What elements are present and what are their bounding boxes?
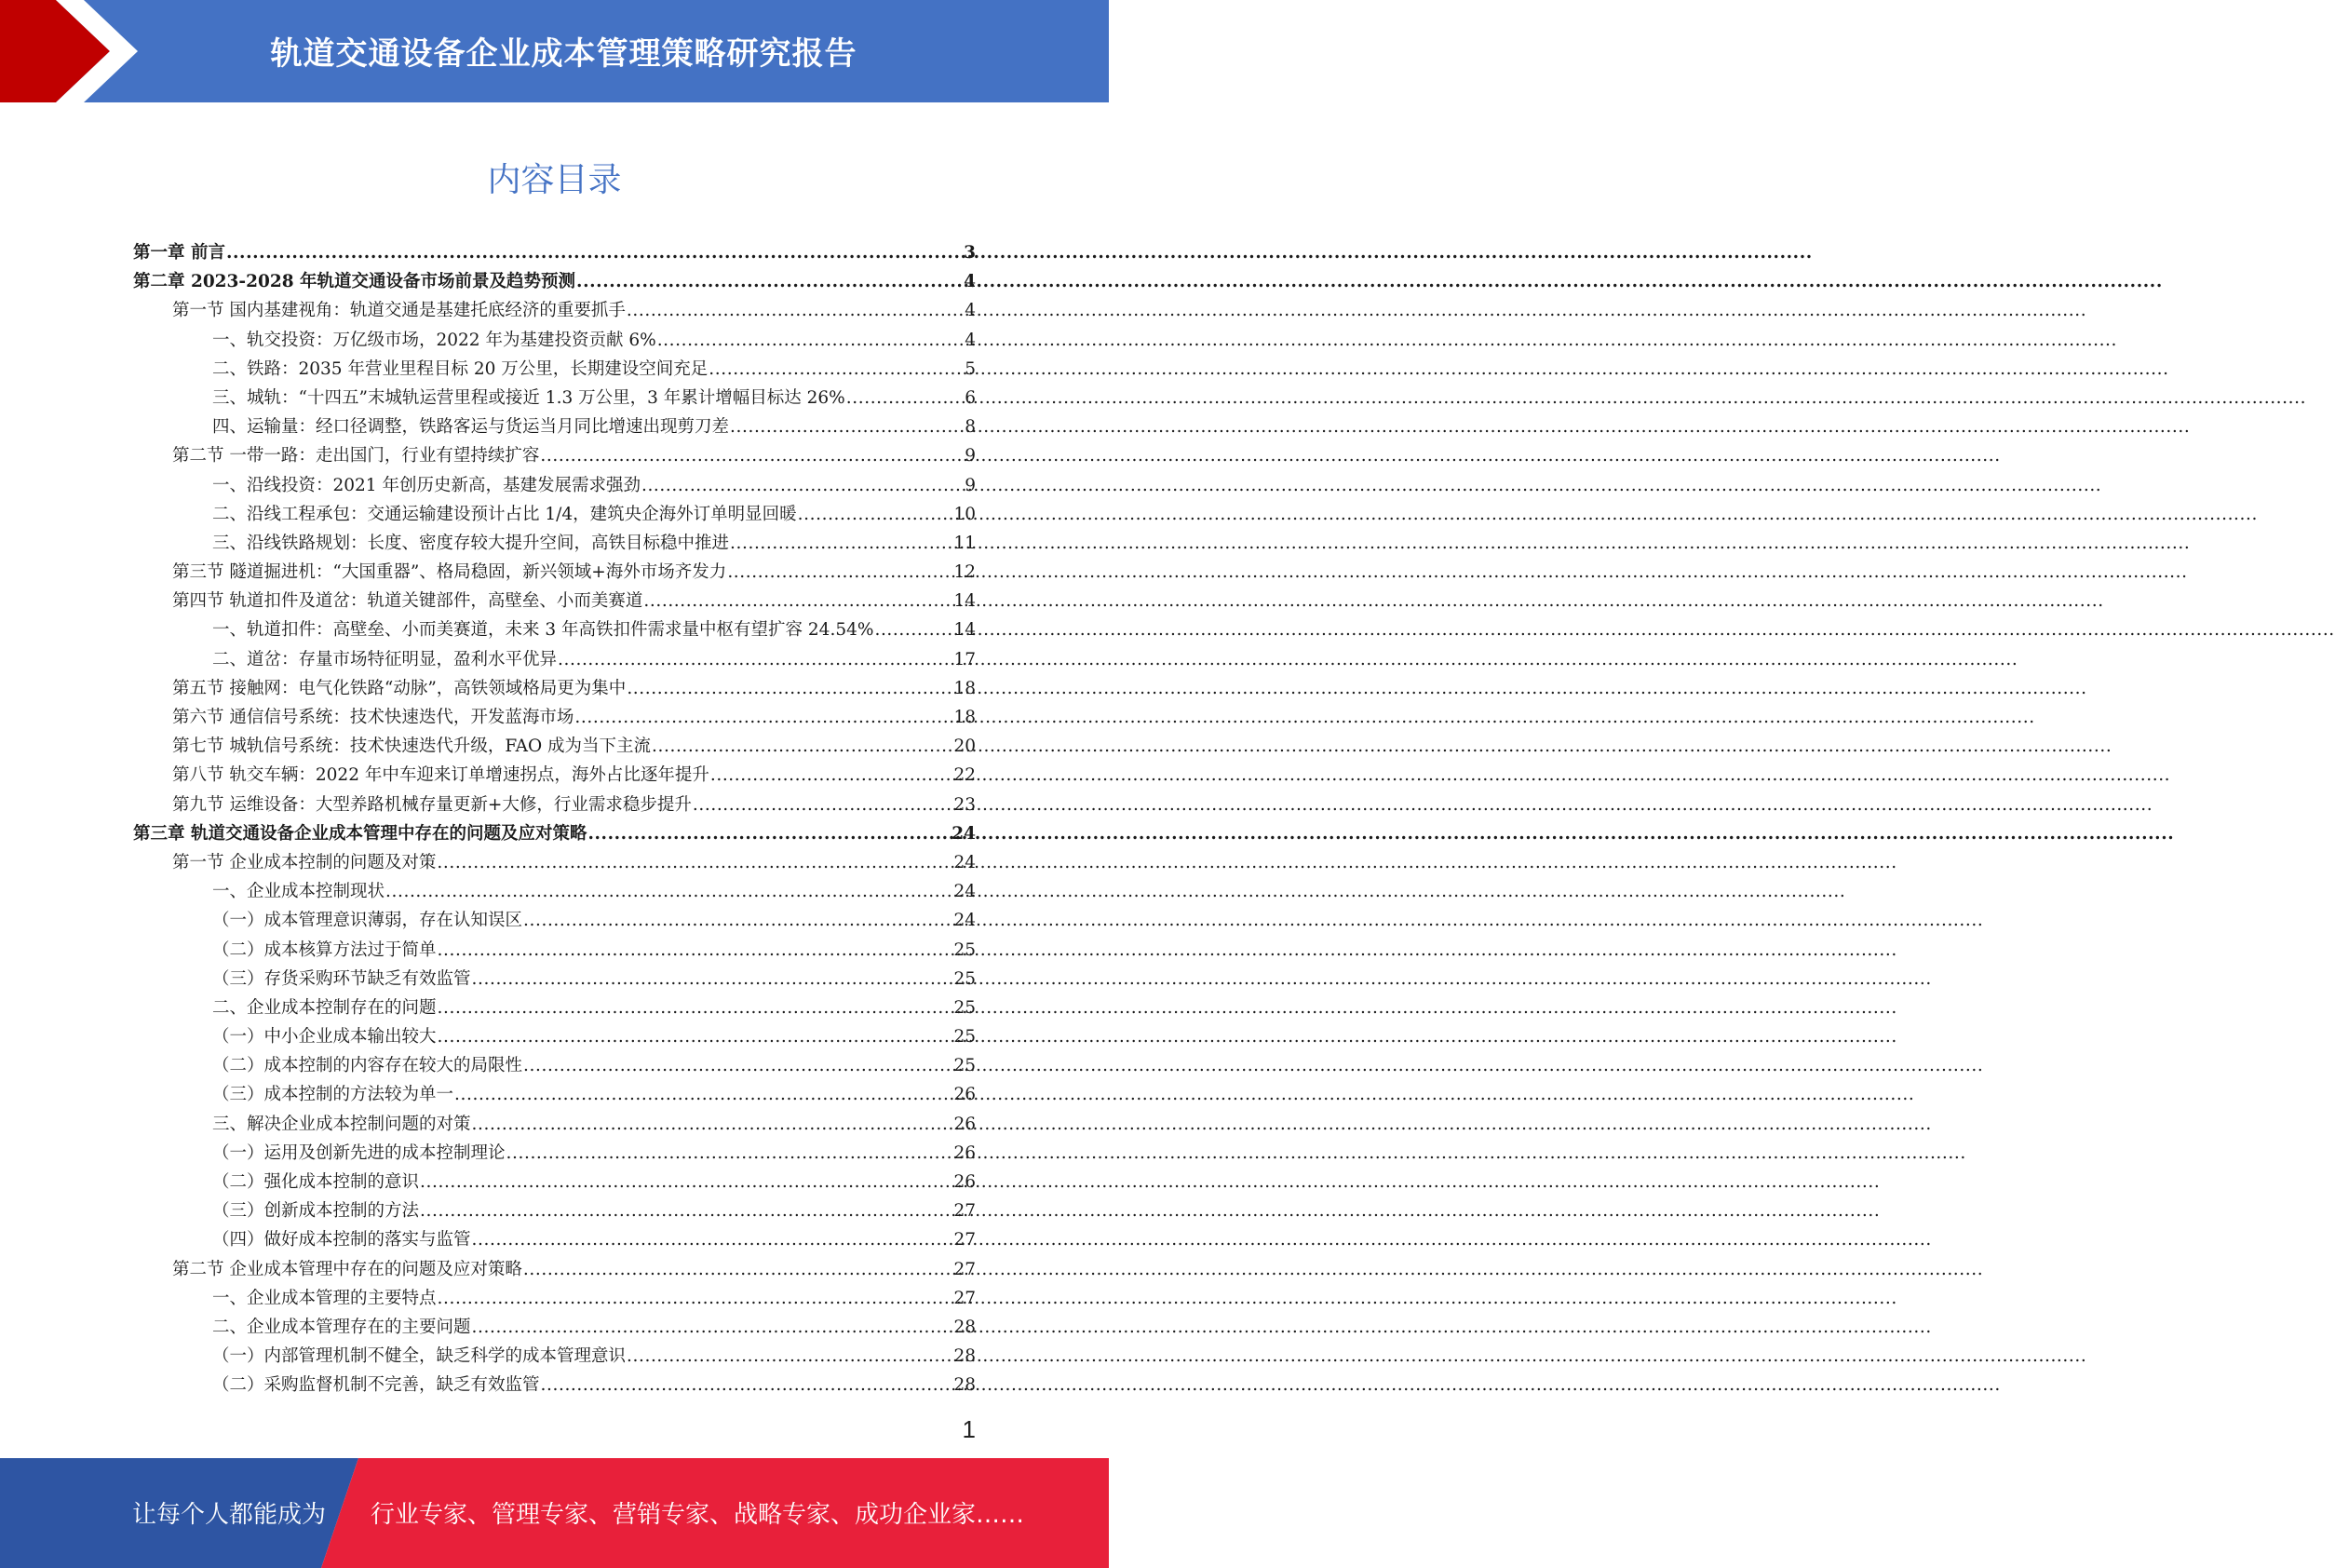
toc-dot-leader <box>523 906 952 935</box>
toc-dot-leader <box>541 1371 953 1399</box>
toc-entry-title: 第七节 城轨信号系统：技术快速迭代升级，FAO 成为当下主流 <box>172 737 652 757</box>
toc-entry-title: （三）成本控制的方法较为单一 <box>212 1085 454 1105</box>
toc-dot-leader <box>627 674 952 703</box>
toc-dot-leader <box>652 732 952 761</box>
toc-entry-page: 18 <box>953 678 976 698</box>
toc-dot-leader <box>506 1139 953 1168</box>
toc-entry[interactable] <box>133 355 976 384</box>
footer-band <box>0 1458 1109 1568</box>
toc-entry-title: 第八节 轨交车辆：2022 年中车迎来订单增速拐点，海外占比逐年提升 <box>172 765 709 786</box>
toc-entry-page: 26 <box>953 1085 976 1105</box>
toc-entry-page: 26 <box>953 1142 976 1163</box>
toc-dot-leader <box>576 267 963 296</box>
toc-entry-title: 第五节 接触网：电气化铁路“动脉”，高铁领域格局更为集中 <box>172 678 627 698</box>
toc-entry-page: 27 <box>953 1259 976 1279</box>
toc-entry-page: 22 <box>953 765 976 786</box>
toc-entry-title: 第二节 企业成本管理中存在的问题及应对策略 <box>172 1259 522 1279</box>
report-title: 轨道交通设备企业成本管理策略研究报告 <box>270 35 857 73</box>
toc-entry-title: 二、企业成本控制存在的问题 <box>212 997 437 1018</box>
toc-entry[interactable] <box>133 441 976 470</box>
toc-entry[interactable] <box>133 674 976 703</box>
toc-dot-leader <box>438 1284 953 1313</box>
toc-entry[interactable] <box>133 761 976 790</box>
toc-entry[interactable] <box>133 1110 976 1139</box>
table-of-contents <box>133 238 976 1400</box>
toc-entry[interactable] <box>133 906 976 935</box>
footer-slogan-right: 行业专家、管理专家、营销专家、战略专家、成功企业家…… <box>371 1501 1025 1529</box>
toc-entry-title: 三、解决企业成本控制问题的对策 <box>212 1114 471 1134</box>
toc-dot-leader <box>710 761 953 790</box>
toc-dot-leader <box>730 412 964 441</box>
toc-entry-page: 25 <box>953 968 976 989</box>
toc-entry-page: 18 <box>953 708 976 727</box>
toc-entry-title: （二）采购监督机制不完善，缺乏有效监管 <box>212 1375 540 1396</box>
toc-entry-title: 一、轨交投资：万亿级市场，2022 年为基建投资贡献 6% <box>212 330 656 350</box>
toc-entry[interactable] <box>133 558 976 587</box>
toc-entry-page: 5 <box>965 358 976 379</box>
toc-dot-leader <box>472 1313 953 1342</box>
toc-heading: 内容目录 <box>487 161 622 199</box>
toc-entry-page: 4 <box>964 272 976 292</box>
toc-entry-title: 一、企业成本控制现状 <box>212 882 385 902</box>
toc-entry-title: 第四节 轨道扣件及道岔：轨道关键部件，高壁垒、小而美赛道 <box>172 591 643 612</box>
toc-entry-title: （三）创新成本控制的方法 <box>212 1201 420 1222</box>
toc-entry-title: 第二章 2023-2028 年轨道交通设备市场前景及趋势预测 <box>133 272 576 292</box>
toc-entry-page: 28 <box>953 1317 976 1337</box>
toc-dot-leader <box>798 500 953 529</box>
toc-entry[interactable] <box>133 529 976 558</box>
toc-dot-leader <box>226 238 963 267</box>
toc-entry-page: 27 <box>953 1288 976 1308</box>
toc-entry[interactable] <box>133 819 976 848</box>
toc-entry-page: 17 <box>953 649 976 669</box>
toc-entry-title: 第一节 国内基建视角：轨道交通是基建托底经济的重要抓手 <box>172 301 626 321</box>
toc-entry[interactable] <box>133 1168 976 1196</box>
toc-entry[interactable] <box>133 877 976 906</box>
toc-entry[interactable] <box>133 848 976 877</box>
toc-entry-title: （四）做好成本控制的落实与监管 <box>212 1230 471 1250</box>
toc-dot-leader <box>874 615 952 644</box>
toc-dot-leader <box>558 645 952 674</box>
toc-entry[interactable] <box>133 1284 976 1313</box>
toc-entry-page: 26 <box>953 1172 976 1192</box>
toc-entry-title: 二、企业成本管理存在的主要问题 <box>212 1317 471 1337</box>
toc-entry-page: 6 <box>965 387 976 408</box>
toc-dot-leader <box>420 1168 952 1196</box>
toc-entry-page: 9 <box>965 475 976 495</box>
toc-dot-leader <box>472 1225 953 1254</box>
toc-dot-leader <box>472 1110 953 1139</box>
toc-entry-page: 14 <box>953 591 976 612</box>
toc-entry-title: 一、企业成本管理的主要特点 <box>212 1288 437 1308</box>
toc-entry-page: 25 <box>953 939 976 960</box>
toc-entry-title: （二）成本控制的内容存在较大的局限性 <box>212 1056 523 1076</box>
toc-entry[interactable] <box>133 645 976 674</box>
toc-entry-title: （一）内部管理机制不健全，缺乏科学的成本管理意识 <box>212 1346 627 1367</box>
toc-dot-leader <box>641 471 964 500</box>
toc-entry-title: 第三章 轨道交通设备企业成本管理中存在的问题及应对策略 <box>133 823 587 844</box>
toc-entry-title: 第一章 前言 <box>133 243 225 263</box>
toc-entry-page: 24 <box>953 911 976 931</box>
toc-entry-page: 27 <box>953 1230 976 1250</box>
toc-dot-leader <box>438 936 953 965</box>
toc-dot-leader <box>438 994 953 1022</box>
toc-entry[interactable] <box>133 471 976 500</box>
toc-dot-leader <box>438 1022 953 1051</box>
toc-entry[interactable] <box>133 238 976 267</box>
toc-entry[interactable] <box>133 296 976 325</box>
toc-entry[interactable] <box>133 412 976 441</box>
toc-dot-leader <box>523 1051 952 1080</box>
toc-entry[interactable] <box>133 615 976 644</box>
toc-entry-page: 28 <box>953 1346 976 1367</box>
toc-entry-page: 25 <box>953 997 976 1018</box>
toc-entry[interactable] <box>133 791 976 819</box>
toc-entry-title: （一）中小企业成本输出较大 <box>212 1027 437 1048</box>
toc-entry-page: 24 <box>952 823 976 844</box>
toc-entry[interactable] <box>133 587 976 615</box>
toc-dot-leader <box>587 819 951 848</box>
toc-dot-leader <box>627 1342 952 1371</box>
toc-entry-title: 三、沿线铁路规划：长度、密度存较大提升空间，高铁目标稳中推进 <box>212 533 730 553</box>
toc-entry-title: 第九节 运维设备：大型养路机械存量更新+大修，行业需求稳步提升 <box>172 794 692 815</box>
page-number: 1 <box>962 1415 976 1443</box>
toc-entry-page: 27 <box>953 1201 976 1222</box>
toc-entry-title: 第六节 通信信号系统：技术快速迭代，开发蓝海市场 <box>172 708 574 727</box>
toc-entry-title: （二）成本核算方法过于简单 <box>212 939 437 960</box>
toc-dot-leader <box>730 529 952 558</box>
toc-entry[interactable] <box>133 1196 976 1225</box>
toc-dot-leader <box>727 558 952 587</box>
toc-entry-page: 4 <box>965 301 976 321</box>
toc-entry[interactable] <box>133 1022 976 1051</box>
toc-dot-leader <box>657 326 965 355</box>
toc-dot-leader <box>437 848 952 877</box>
toc-entry-title: 一、轨道扣件：高壁垒、小而美赛道，未来 3 年高铁扣件需求量中枢有望扩容 24.54% <box>212 620 874 641</box>
toc-entry-title: （二）强化成本控制的意识 <box>212 1172 420 1192</box>
toc-entry[interactable] <box>133 1051 976 1080</box>
toc-entry-page: 11 <box>953 533 976 553</box>
toc-entry[interactable] <box>133 1371 976 1399</box>
toc-entry-title: 二、道岔：存量市场特征明显，盈利水平优异 <box>212 649 558 669</box>
toc-entry-page: 4 <box>965 330 976 350</box>
toc-entry[interactable] <box>133 1342 976 1371</box>
toc-entry[interactable] <box>133 936 976 965</box>
toc-dot-leader <box>523 1255 953 1284</box>
toc-entry[interactable] <box>133 1225 976 1254</box>
toc-entry-page: 24 <box>953 852 976 872</box>
toc-entry[interactable] <box>133 994 976 1022</box>
toc-entry-page: 3 <box>964 243 976 263</box>
toc-entry-page: 10 <box>953 504 976 524</box>
toc-dot-leader <box>540 441 964 470</box>
toc-entry-title: 四、运输量：经口径调整，铁路客运与货运当月同比增速出现剪刀差 <box>212 417 730 438</box>
toc-entry[interactable] <box>133 703 976 732</box>
toc-entry-title: （一）成本管理意识薄弱，存在认知误区 <box>212 911 523 931</box>
toc-entry-page: 28 <box>953 1375 976 1396</box>
toc-dot-leader <box>643 587 952 615</box>
toc-entry-page: 8 <box>965 417 976 438</box>
toc-entry-title: 第二节 一带一路：走出国门，行业有望持续扩容 <box>172 446 540 466</box>
toc-entry-title: 一、沿线投资：2021 年创历史新高，基建发展需求强劲 <box>212 475 641 495</box>
toc-entry-page: 14 <box>953 620 976 641</box>
toc-dot-leader <box>420 1196 952 1225</box>
toc-entry-title: 第三节 隧道掘进机：“大国重器”、格局稳固，新兴领域+海外市场齐发力 <box>172 562 727 583</box>
toc-entry-title: （一）运用及创新先进的成本控制理论 <box>212 1142 506 1163</box>
toc-dot-leader <box>709 355 964 384</box>
toc-entry-page: 20 <box>953 737 976 757</box>
toc-entry-page: 25 <box>953 1027 976 1048</box>
toc-entry-title: 二、铁路：2035 年营业里程目标 20 万公里，长期建设空间充足 <box>212 358 709 379</box>
toc-dot-leader <box>846 384 964 412</box>
toc-dot-leader <box>693 791 953 819</box>
toc-entry-page: 25 <box>953 1056 976 1076</box>
toc-entry[interactable] <box>133 1255 976 1284</box>
toc-entry-page: 23 <box>953 794 976 815</box>
toc-entry[interactable] <box>133 1139 976 1168</box>
toc-entry[interactable] <box>133 267 976 296</box>
toc-entry[interactable] <box>133 1313 976 1342</box>
toc-dot-leader <box>627 296 964 325</box>
toc-entry[interactable] <box>133 384 976 412</box>
header-band <box>0 0 1109 102</box>
toc-entry-page: 12 <box>953 562 976 583</box>
toc-entry-title: 三、城轨：“十四五”末城轨运营里程或接近 1.3 万公里，3 年累计增幅目标达 26% <box>212 387 845 408</box>
toc-dot-leader <box>385 877 952 906</box>
toc-entry-page: 24 <box>953 882 976 902</box>
toc-dot-leader <box>574 703 952 732</box>
footer-slogan-left: 让每个人都能成为 <box>132 1501 327 1529</box>
toc-entry[interactable] <box>133 965 976 994</box>
toc-entry[interactable] <box>133 1080 976 1109</box>
toc-entry-title: （三）存货采购环节缺乏有效监管 <box>212 968 471 989</box>
toc-entry[interactable] <box>133 500 976 529</box>
toc-entry[interactable] <box>133 326 976 355</box>
toc-dot-leader <box>472 965 953 994</box>
toc-entry-title: 二、沿线工程承包：交通运输建设预计占比 1/4，建筑央企海外订单明显回暖 <box>212 504 797 524</box>
toc-entry-title: 第一节 企业成本控制的问题及对策 <box>172 852 437 872</box>
toc-dot-leader <box>454 1080 952 1109</box>
toc-entry-page: 26 <box>953 1114 976 1134</box>
toc-entry-page: 9 <box>965 446 976 466</box>
toc-entry[interactable] <box>133 732 976 761</box>
